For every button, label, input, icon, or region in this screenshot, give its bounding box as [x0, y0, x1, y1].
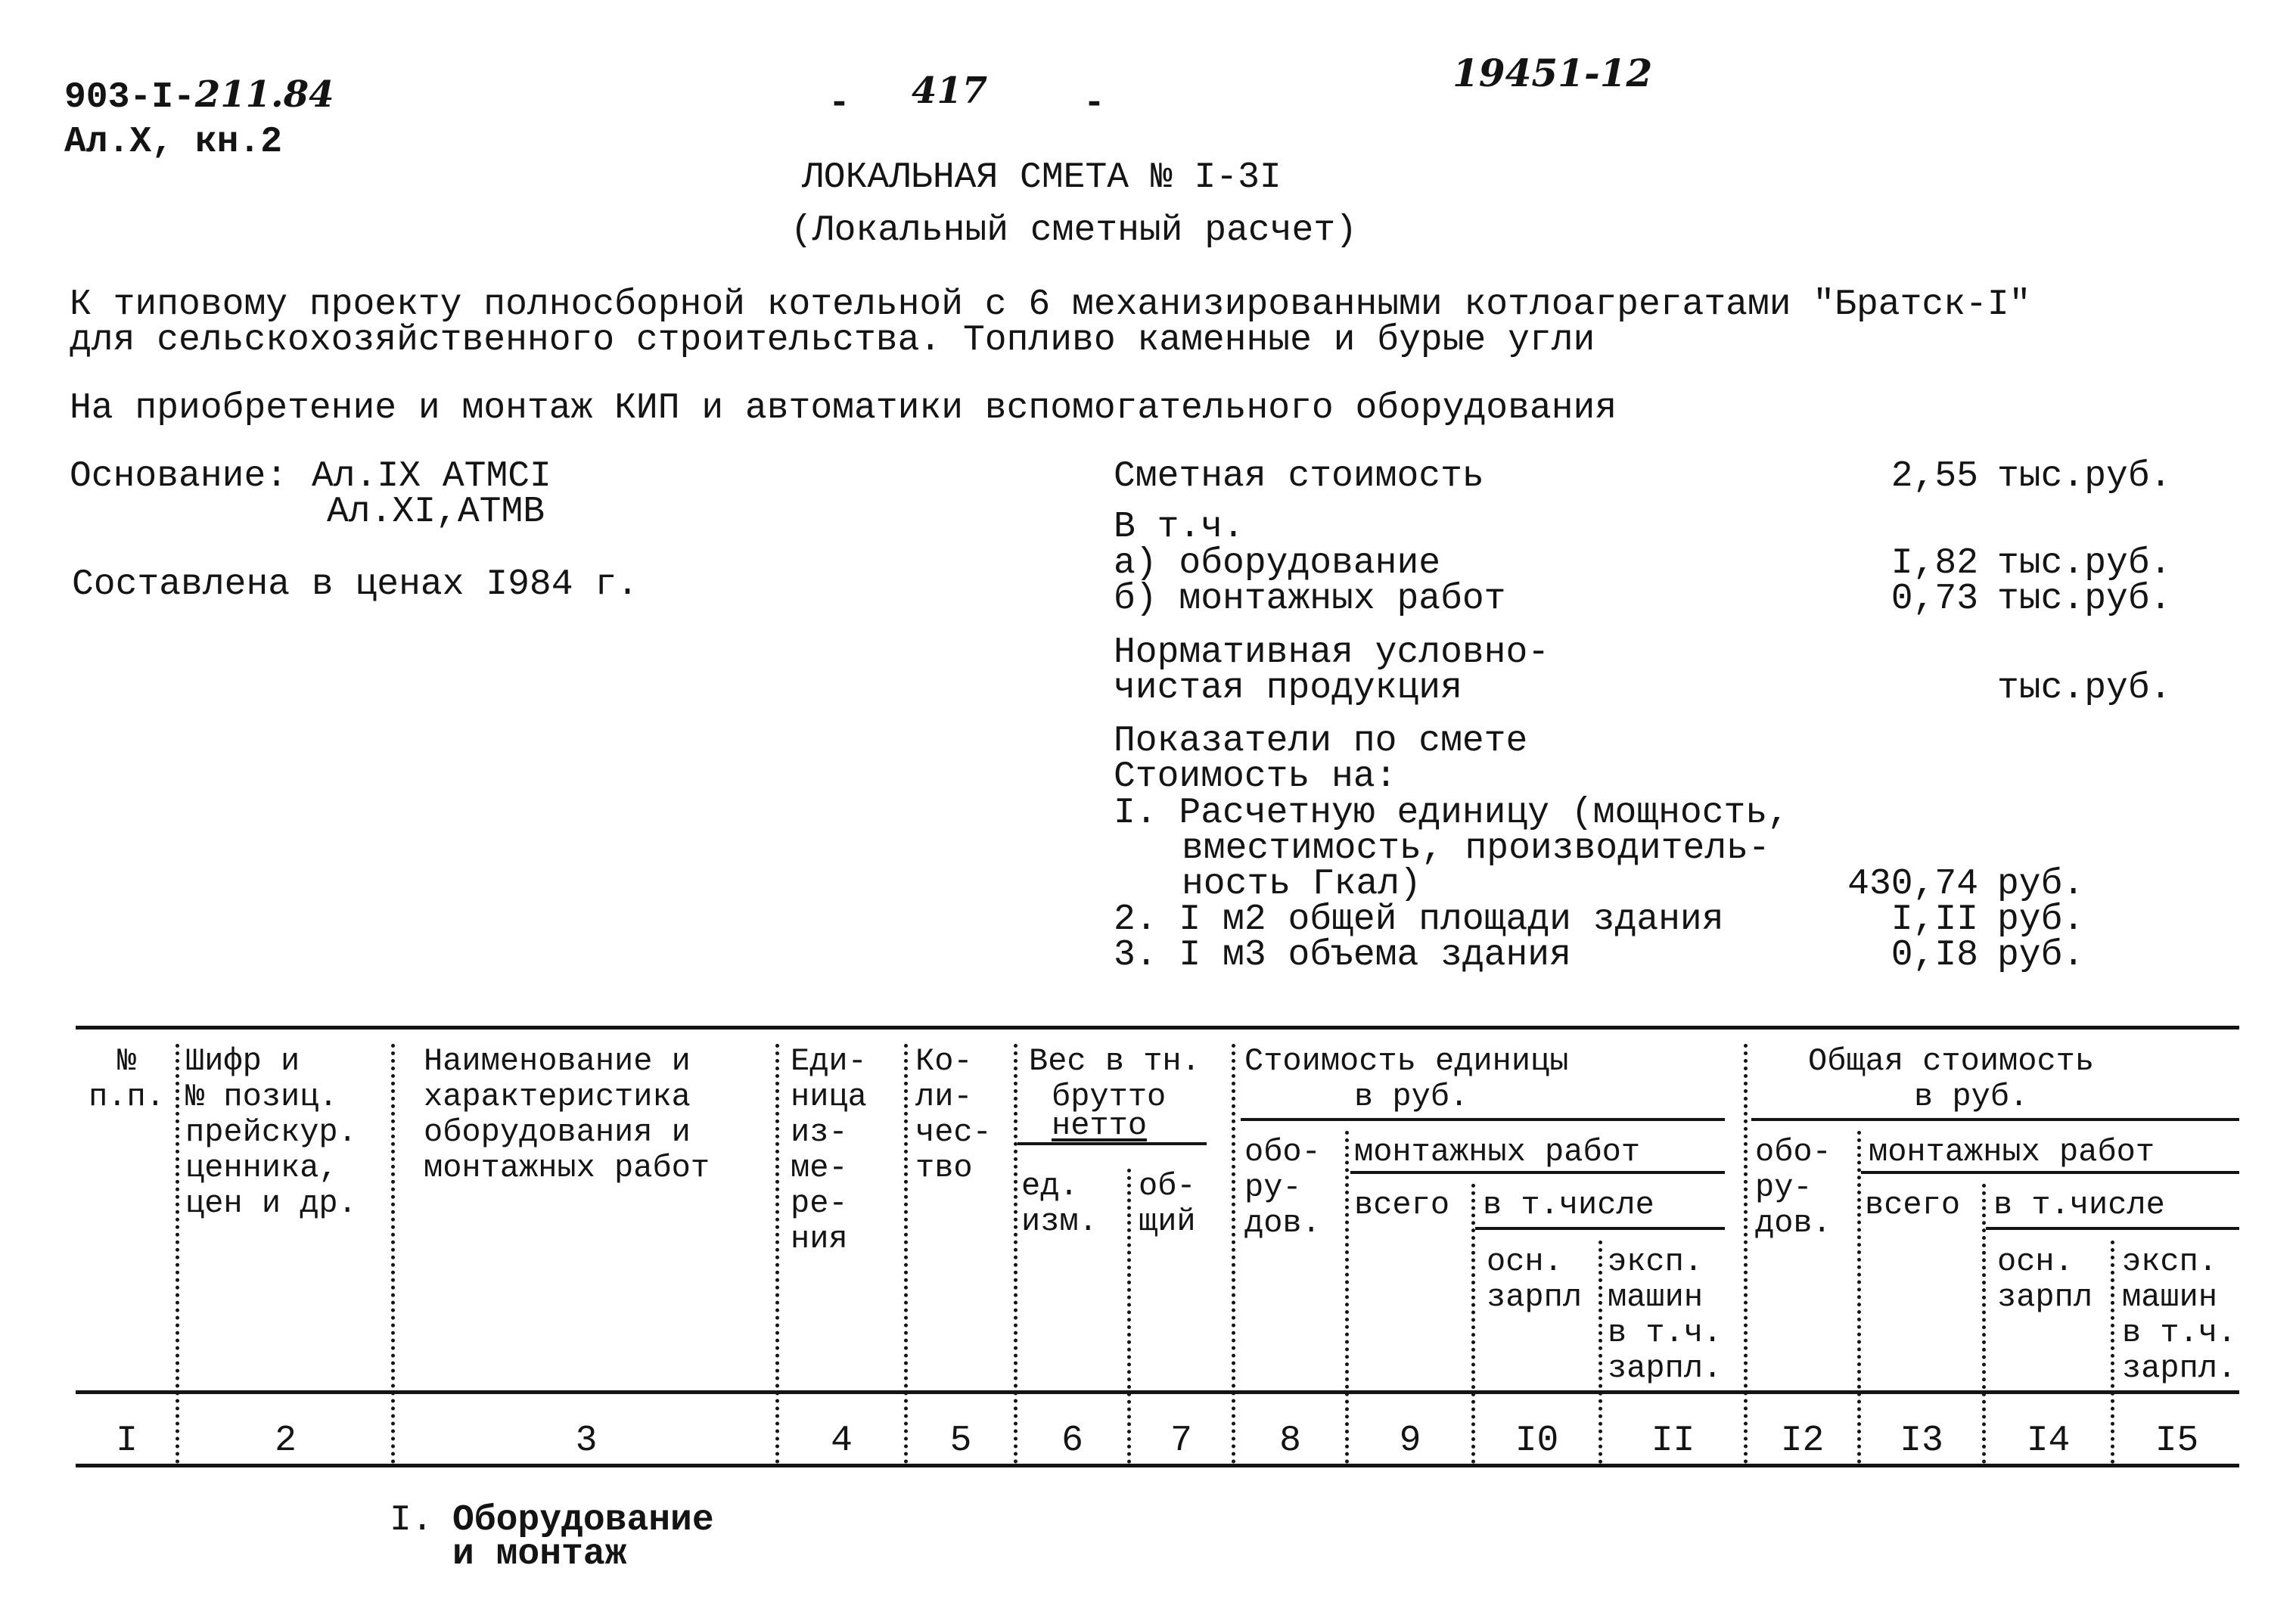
total-incl-subrule [1986, 1227, 2239, 1230]
installation-unit: тыс.руб. [1997, 579, 2172, 620]
th-weight-title: Вес в тн. [1029, 1043, 1201, 1079]
th-unit-mount: монтажных работ [1354, 1134, 1641, 1170]
unit-cost-subrule [1241, 1118, 1725, 1121]
section-title-line-2: и монтаж [452, 1534, 627, 1575]
indicator-1-line-2: вместимость, производитель- [1182, 828, 1770, 869]
th-total-cost-sub: в руб. [1914, 1079, 2029, 1115]
indicator-2-value: I,II [1891, 899, 1978, 940]
unit-incl-subrule [1475, 1227, 1725, 1230]
table-top-rule [76, 1026, 2239, 1029]
th-unit-salary: осн. зарпл [1487, 1244, 1583, 1315]
th-code: Шифр и № позиц. прейскур. ценника, цен и др. [185, 1043, 357, 1222]
page-number: 417 [912, 70, 988, 112]
th-unit-cost-sub: в руб. [1354, 1079, 1469, 1115]
estimated-cost-label: Сметная стоимость [1114, 456, 1484, 497]
th-weight-unit: ед. изм. [1021, 1168, 1098, 1240]
page-subtitle: (Локальный сметный расчет) [791, 210, 1357, 251]
col-number-7: 7 [1170, 1421, 1192, 1461]
th-name: Наименование и характеристика оборудования и монтажных работ [424, 1043, 710, 1186]
col-number-14: I4 [2026, 1421, 2071, 1461]
equipment-unit: тыс.руб. [1997, 543, 2172, 584]
unit-mount-subrule [1350, 1171, 1725, 1174]
col-sep-6 [1127, 1169, 1131, 1464]
installation-label: б) монтажных работ [1114, 579, 1506, 620]
col-sep-8 [1345, 1131, 1349, 1464]
th-weight-total: об- щий [1139, 1168, 1196, 1240]
th-total-equipment: обо- ру- дов. [1755, 1134, 1832, 1241]
col-sep-1 [176, 1044, 179, 1464]
col-number-15: I5 [2155, 1421, 2199, 1461]
th-total-mount-incl: в т.числе [1993, 1187, 2165, 1223]
indicator-1-unit: руб. [1997, 864, 2085, 905]
page-title: ЛОКАЛЬНАЯ СМЕТА № I-3I [802, 157, 1282, 198]
indicator-1-line-3: ность Гкал) [1182, 864, 1421, 905]
th-total-mount-all: всего [1865, 1187, 1961, 1223]
document-code-handwritten: 211.84 [194, 73, 334, 116]
project-line-2: для сельскохозяйственного строительства. Топливо каменные и бурые угли [70, 320, 1595, 361]
th-total-machines: эксп. машин в т.ч. зарпл. [2122, 1244, 2237, 1387]
equipment-label: а) оборудование [1114, 543, 1441, 584]
col-number-5: 5 [949, 1421, 972, 1461]
normative-label-2: чистая продукция [1114, 668, 1462, 709]
total-mount-subrule [1861, 1171, 2239, 1174]
header-bottom-rule [76, 1390, 2239, 1394]
th-unit-machines: эксп. машин в т.ч. зарпл. [1608, 1244, 1723, 1387]
col-number-3: 3 [575, 1421, 598, 1461]
col-number-11: II [1651, 1421, 1695, 1461]
indicator-3-label: 3. I м3 объема здания [1114, 935, 1571, 976]
col-sep-4 [904, 1044, 908, 1464]
registration-number: 19451-12 [1452, 51, 1653, 95]
th-unit: Еди- ница из- ме- ре- ния [791, 1043, 867, 1257]
indicator-2-label: 2. I м2 общей площади здания [1114, 899, 1724, 940]
purpose-line: На приобретение и монтаж КИП и автоматики вспомогательного оборудования [70, 388, 1617, 429]
th-unit-cost-title: Стоимость единицы [1244, 1043, 1569, 1079]
indicator-3-unit: руб. [1997, 935, 2085, 976]
including-label: В т.ч. [1114, 507, 1244, 548]
cost-for-label: Стоимость на: [1114, 756, 1397, 797]
th-total-mount: монтажных работ [1869, 1134, 2155, 1170]
normative-label-1: Нормативная условно- [1114, 632, 1550, 673]
th-unit-mount-all: всего [1354, 1187, 1450, 1223]
col-number-8: 8 [1279, 1421, 1301, 1461]
indicator-3-value: 0,I8 [1891, 935, 1978, 976]
th-quantity: Ко- ли- чес- тво [915, 1043, 992, 1186]
th-unit-mount-incl: в т.числе [1483, 1187, 1654, 1223]
col-number-2: 2 [275, 1421, 297, 1461]
col-number-13: I3 [1900, 1421, 1943, 1461]
col-sep-12 [1857, 1131, 1861, 1464]
th-total-salary: осн. зарпл [1997, 1244, 2093, 1315]
th-unit-equipment: обо- ру- дов. [1244, 1134, 1321, 1241]
th-total-cost-title: Общая стоимость [1808, 1043, 2095, 1079]
page-mark-left: - [828, 83, 850, 124]
estimated-cost-unit: тыс.руб. [1997, 456, 2172, 497]
normative-unit: тыс.руб. [1997, 668, 2172, 709]
col-sep-11 [1744, 1044, 1748, 1464]
col-sep-5 [1014, 1044, 1018, 1464]
basis-line-1: Ал.IX АТМСI [312, 456, 551, 497]
indicator-2-unit: руб. [1997, 899, 2085, 940]
col-number-4: 4 [831, 1421, 853, 1461]
th-netto: нетто [1052, 1107, 1148, 1144]
page-mark-right: - [1083, 83, 1105, 124]
indicator-1-value: 430,74 [1847, 864, 1978, 905]
document-code [64, 73, 334, 118]
col-number-6: 6 [1061, 1421, 1083, 1461]
indicator-1-line-1: I. Расчетную единицу (мощность, [1114, 793, 1789, 834]
installation-value: 0,73 [1891, 579, 1978, 620]
section-number: I. [390, 1500, 433, 1541]
estimated-cost-value: 2,55 [1891, 456, 1978, 497]
numbers-bottom-rule [76, 1464, 2239, 1467]
basis-line-2: Ал.XI,АТМВ [327, 492, 545, 533]
col-sep-2 [391, 1044, 395, 1464]
album-reference: Ал.X, кн.2 [64, 122, 283, 163]
th-brutto: брутто [1052, 1079, 1167, 1115]
section-title-line-1: Оборудование [452, 1500, 714, 1541]
equipment-value: I,82 [1891, 543, 1978, 584]
col-number-9: 9 [1399, 1421, 1421, 1461]
indicators-title: Показатели по смете [1114, 721, 1528, 762]
col-sep-3 [775, 1044, 779, 1464]
col-number-1: I [116, 1421, 138, 1461]
col-sep-7 [1232, 1044, 1235, 1464]
th-number: № п.п. [89, 1043, 165, 1115]
project-line-1: К типовому проекту полносборной котельной с 6 механизированными котлоагрегатами "Братск-I" [70, 284, 2031, 325]
document-code-print: 903-I- [64, 77, 195, 118]
prices-year: Составлена в ценах I984 г. [72, 564, 638, 605]
total-cost-subrule [1751, 1118, 2239, 1121]
basis-label: Основание: [70, 456, 288, 497]
col-number-10: I0 [1515, 1421, 1559, 1461]
col-number-12: I2 [1780, 1421, 1825, 1461]
